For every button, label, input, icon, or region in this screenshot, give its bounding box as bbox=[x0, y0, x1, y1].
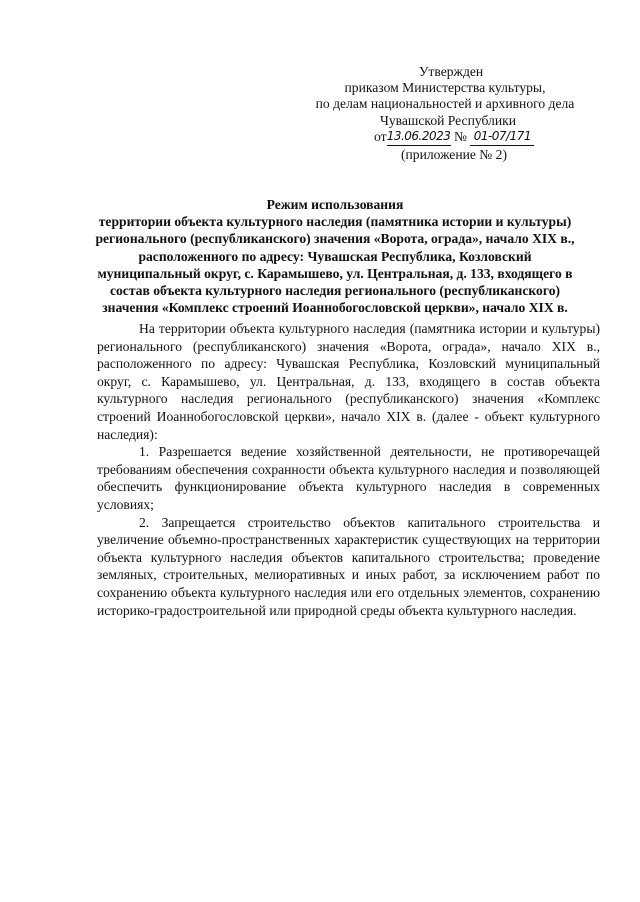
clause-2-paragraph: 2. Запрещается строительство объектов капитального строительства и увеличение объемно-пространственных характеристик существующих на территории объекта культурного наследия объектов капитального строительства; проведение земляных, строительных, мелиоративных и иных работ, за исключением работ по сохранению объекта культурного наследия или его отдельных элементов, сохранению историко-градостроительной или природной среды объекта культурного наследия. bbox=[97, 514, 600, 618]
order-number-handwritten: 01-07/171 bbox=[470, 129, 534, 146]
title-line: состав объекта культурного наследия регионального (республиканского) bbox=[109, 283, 561, 299]
title-line: территории объекта культурного наследия (памятника истории и культуры) bbox=[98, 214, 572, 230]
intro-paragraph: На территории объекта культурного наследия (памятника истории и культуры) регионального (республиканского) значения «Ворота, ограда», начало XIX в., расположенного по адресу: Чувашская Республика, Козловский муниципальный округ, с. Карамышево, ул. Центральная, д. 133, входящего в состав объекта культурного наследия регионального (республиканского) значения «Комплекс строений Иоаннобогословской церкви», начало XIX в. (далее - объект культурного наследия): bbox=[97, 321, 600, 442]
order-date-handwritten: 13.06.2023 bbox=[387, 129, 451, 146]
approval-line-order: приказом Министерства культуры, bbox=[344, 80, 546, 96]
appendix-label: (приложение № 2) bbox=[400, 146, 508, 162]
approval-line-approved: Утвержден bbox=[418, 64, 484, 79]
clause-1-paragraph: 1. Разрешается ведение хозяйственной деятельности, не противоречащей требованиям обеспечения сохранности объекта культурного наследия и позволяющей обеспечить функционирование объекта культурного наследия в современных условиях; bbox=[97, 444, 600, 512]
title-line: расположенного по адресу: Чувашская Республика, Козловский bbox=[138, 248, 532, 264]
order-date-number-line bbox=[300, 129, 590, 147]
title-line: муниципальный округ, с. Карамышево, ул. Центральная, д. 133, входящего в bbox=[97, 265, 573, 281]
approval-stamp-block bbox=[300, 64, 590, 163]
title-line: регионального (республиканского) значения «Ворота, ограда», начало XIX в., bbox=[95, 231, 575, 247]
approval-line-republic: Чувашской Республики bbox=[380, 112, 516, 128]
approval-line-ministry: по делам национальностей и архивного дела bbox=[315, 96, 575, 112]
title-line: значения «Комплекс строений Иоаннобогословской церкви», начало XIX в. bbox=[102, 300, 568, 316]
title-line: Режим использования bbox=[266, 197, 404, 212]
order-number-label: № bbox=[453, 128, 467, 144]
document-title bbox=[70, 196, 600, 316]
document-body bbox=[97, 320, 600, 619]
order-prefix: от bbox=[374, 128, 387, 144]
